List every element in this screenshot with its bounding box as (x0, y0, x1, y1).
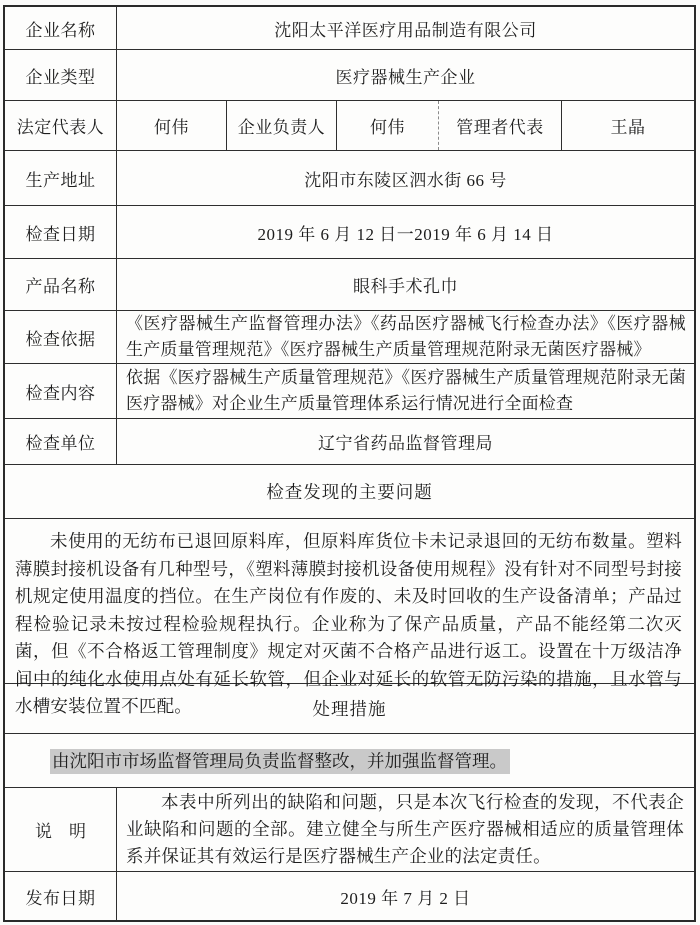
company-type-row (5, 50, 694, 101)
company-name-value: 沈阳太平洋医疗用品制造有限公司 (274, 20, 537, 40)
inspection-unit-row (5, 419, 694, 465)
note-value (117, 788, 694, 871)
company-name-label: 企业名称 (5, 7, 117, 49)
inspection-basis-label: 检查依据 (5, 311, 117, 363)
problems-text: 未使用的无纺布已退回原料库，但原料库货位卡未记录退回的无纺布数量。塑料薄膜封接机设备有几种型号，《塑料薄膜封接机设备使用规程》没有针对不同型号封接机规定使用温度的挡位。在生产岗位有作废的、未及时回收的生产设备清单；产品过程检验记录未按过程检验规程执行。企业称为了保产品质量，产品不能经第二次灭菌，但《不合格返工管理制度》规定对灭菌不合格产品进行返工。设置在十万级洁净间中的纯化水使用点处有延长软管，但企业对延长的软管无防污染的措施，且水管与水槽安装位置不匹配。 (15, 531, 682, 716)
note-row (5, 788, 694, 872)
inspection-content-row (5, 364, 694, 419)
legal-rep-value: 何伟 (117, 101, 227, 150)
company-type-label: 企业类型 (5, 50, 117, 100)
problems-header-row (5, 465, 694, 519)
address-value: 沈阳市东陵区泗水街 66 号 (304, 170, 507, 190)
note-label: 说 明 (5, 788, 117, 871)
mgmt-rep-label: 管理者代表 (439, 101, 562, 150)
measures-highlighted-text: 由沈阳市市场监督管理局负责监督整改，并加强监督管理。 (50, 749, 510, 774)
publish-date-row (5, 872, 694, 920)
measures-body-row (5, 734, 694, 788)
measures-text-line (5, 734, 522, 787)
inspection-basis-row (5, 311, 694, 364)
inspection-date-row (5, 206, 694, 259)
measures-header: 处理措施 (312, 699, 387, 719)
note-text: 本表中所列出的缺陷和问题，只是本次飞行检查的发现，不代表企业缺陷和问题的全部。建立健全与所生产医疗器械相适应的质量管理体系并保证其有效运行是医疗器械生产企业的法定责任。 (126, 792, 684, 866)
mgmt-rep-value: 王晶 (610, 118, 646, 137)
measures-header-row (5, 684, 694, 734)
inspection-date-label: 检查日期 (5, 206, 117, 258)
address-label: 生产地址 (5, 151, 117, 205)
inspection-basis-value (117, 311, 694, 363)
inspection-content-text: 依据《医疗器械生产质量管理规范》《医疗器械生产质量管理规范附录无菌医疗器械》对企业生产质量管理体系运行情况进行全面检查 (126, 368, 686, 413)
company-head-label: 企业负责人 (227, 101, 337, 150)
company-name-row (5, 7, 694, 50)
product-row (5, 259, 694, 311)
representatives-row (5, 101, 694, 151)
inspection-content-label: 检查内容 (5, 364, 117, 418)
legal-rep-label: 法定代表人 (5, 101, 117, 150)
product-label: 产品名称 (5, 259, 117, 310)
inspection-report-table (3, 5, 696, 922)
inspection-unit-value: 辽宁省药品监督管理局 (318, 434, 493, 453)
inspection-basis-text: 《医疗器械生产监督管理办法》《药品医疗器械飞行检查办法》《医疗器械生产质量管理规范》《医疗器械生产质量管理规范附录无菌医疗器械》 (126, 314, 686, 359)
company-type-value: 医疗器械生产企业 (335, 67, 476, 87)
publish-date-value: 2019 年 7 月 2 日 (340, 888, 471, 908)
inspection-content-value (117, 364, 694, 418)
address-row (5, 151, 694, 206)
product-value: 眼科手术孔巾 (353, 277, 458, 296)
inspection-date-value: 2019 年 6 月 12 日一2019 年 6 月 14 日 (257, 224, 554, 244)
inspection-unit-label: 检查单位 (5, 419, 117, 464)
publish-date-label: 发布日期 (5, 872, 117, 920)
problems-header: 检查发现的主要问题 (266, 482, 433, 502)
company-head-value: 何伟 (337, 101, 439, 150)
